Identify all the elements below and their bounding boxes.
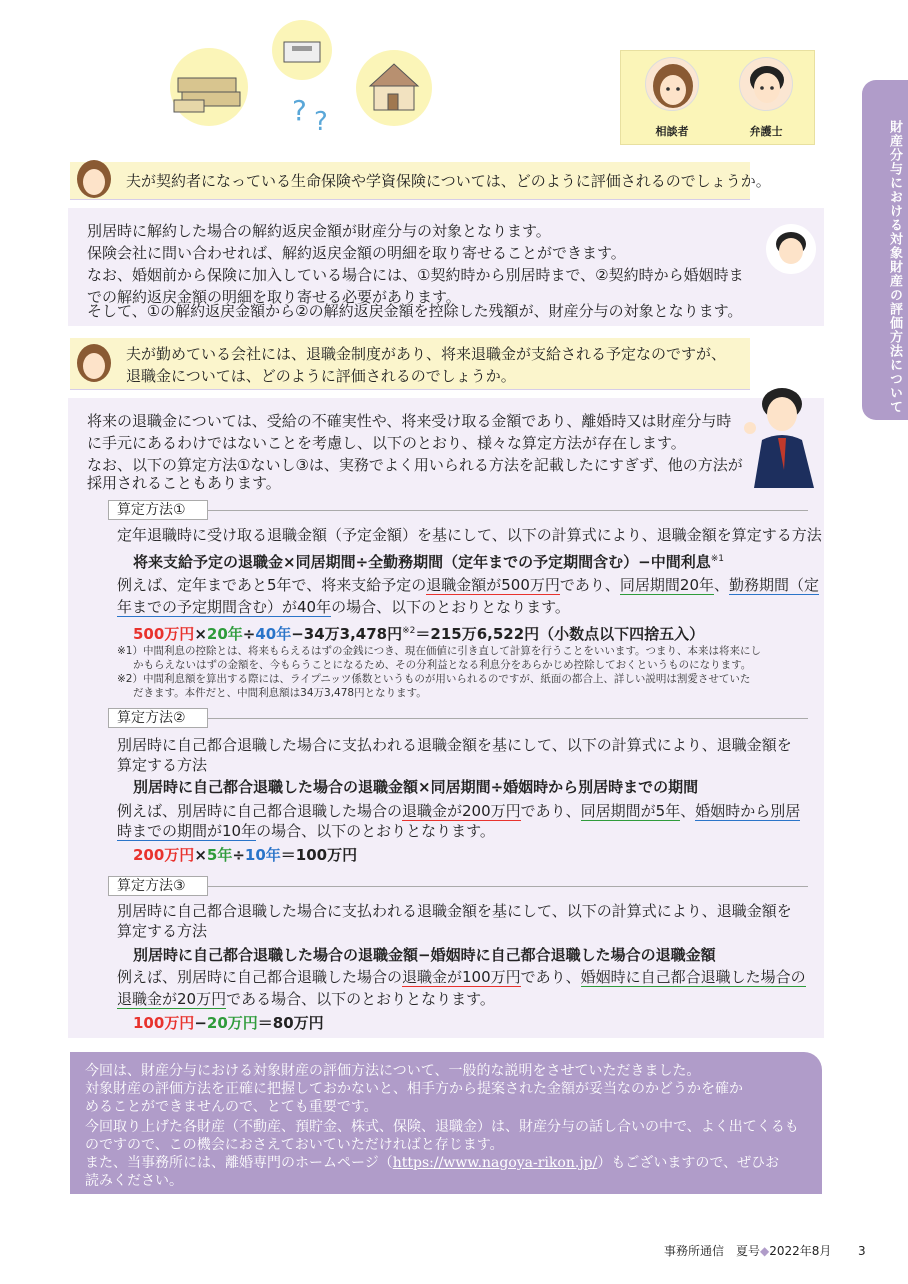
consultant-avatar	[645, 57, 699, 111]
summary-line-4: 今回取り上げた各財産（不動産、預貯金、株式、保険、退職金）は、財産分与の話し合いの中で、よく出てくるも	[85, 1119, 799, 1135]
note-1-line-1: ※1）中間利息の控除とは、将来もらえるはずの金銭につき、現在価値に引き直して計算を行うことをいいます。つまり、本来は将来にし	[117, 645, 762, 657]
money-illustration	[170, 48, 248, 126]
consultant-avatar-q2	[72, 340, 116, 384]
method-2-desc-2: 算定する方法	[117, 756, 208, 774]
method-3-example-1: 例えば、別居時に自己都合退職した場合の退職金が100万円であり、婚姻時に自己都合退職した場合の	[117, 968, 806, 986]
method-1-example-2: 年までの予定期間含む）が40年の場合、以下のとおりとなります。	[117, 598, 570, 616]
summary-line-3: めることができませんので、とても重要です。	[85, 1099, 378, 1115]
question-1-text: 夫が契約者になっている生命保険や学資保険については、どのように評価されるのでしょうか。	[126, 172, 771, 190]
svg-text:?: ?	[314, 107, 328, 134]
method-3-divider	[208, 886, 808, 887]
method-1-calculation: 500万円×20年÷40年−34万3,478円$^{※2}$＝215万6,522円（小数点以下四捨五入）	[133, 625, 705, 643]
homepage-link[interactable]: https://www.nagoya-rikon.jp/	[392, 1155, 598, 1171]
bankbook-illustration	[272, 20, 332, 80]
method-1-desc: 定年退職時に受け取る退職金額（予定金額）を基にして、以下の計算式により、退職金額を算定する方法	[117, 526, 822, 544]
consultant-label: 相談者	[655, 125, 689, 138]
man-icon	[766, 224, 816, 274]
svg-text:?: ?	[292, 94, 307, 127]
man-icon	[740, 58, 793, 111]
method-3-example-2: 退職金が20万円である場合、以下のとおりとなります。	[117, 990, 495, 1008]
method-3-desc-1: 別居時に自己都合退職した場合に支払われる退職金額を基にして、以下の計算式により、退職金額を	[117, 902, 792, 920]
question-icon	[290, 90, 340, 134]
answer-1-line-5: そして、①の解約返戻金額から②の解約返戻金額を控除した残額が、財産分与の対象となります。	[87, 302, 743, 320]
answer-1-line-3: なお、婚姻前から保険に加入している場合には、①契約時から別居時まで、②契約時から婚姻時ま	[87, 266, 744, 284]
answer-2-intro-3: なお、以下の算定方法①ないし③は、実務でよく用いられる方法を記載したにすぎず、他の方法が	[87, 456, 743, 474]
method-3-desc-2: 算定する方法	[117, 922, 208, 940]
method-1-formula: 将来支給予定の退職金×同居期間÷全勤務期間（定年までの予定期間含む）−中間利息$^{※1}$	[133, 553, 724, 571]
house-illustration	[356, 50, 432, 126]
newsletter-issue: 事務所通信 夏号	[664, 1244, 761, 1258]
question-2-line-1: 夫が勤めている会社には、退職金制度があり、将来退職金が支給される予定なのですが、	[126, 345, 727, 363]
lawyer-avatar-a1	[766, 224, 816, 274]
answer-2-intro-4: 採用されることもあります。	[87, 474, 281, 492]
method-3-formula: 別居時に自己都合退職した場合の退職金額−婚姻時に自己都合退職した場合の退職金額	[133, 946, 716, 964]
method-2-formula: 別居時に自己都合退職した場合の退職金額×同居期間÷婚姻時から別居時までの期間	[133, 778, 699, 796]
lawyer-label: 弁護士	[749, 125, 783, 138]
note-1-line-2: かもらえないはずの金額を、今もらうことになるため、その分利益となる利息分をあらかじめ控除しておくというものになります。	[133, 659, 752, 671]
woman-icon	[72, 156, 116, 200]
method-2-divider	[208, 718, 808, 719]
side-tab-title: 財産分与における対象財産の評価方法について	[887, 120, 902, 414]
characters-box	[620, 50, 815, 145]
lawyer-avatar	[739, 57, 793, 111]
diamond-icon: ◆	[760, 1244, 770, 1258]
newsletter-date: 2022年8月	[769, 1244, 832, 1258]
consultant-avatar-q1	[72, 156, 116, 200]
method-2-calculation: 200万円×5年÷10年＝100万円	[133, 846, 358, 864]
method-3-label: 算定方法③	[108, 876, 208, 896]
method-2-label: 算定方法②	[108, 708, 208, 728]
note-2-line-2: だきます。本件だと、中間利息額は34万3,478円となります。	[133, 687, 427, 699]
money-icon	[170, 48, 248, 126]
summary-line-7: 読みください。	[85, 1173, 183, 1189]
lawyer-pointing-icon	[740, 380, 820, 488]
question-2-line-2: 退職金については、どのように評価されるのでしょうか。	[126, 367, 516, 385]
method-1-label: 算定方法①	[108, 500, 208, 520]
method-2-desc-1: 別居時に自己都合退職した場合に支払われる退職金額を基にして、以下の計算式により、退職金額を	[117, 736, 792, 754]
answer-1-line-1: 別居時に解約した場合の解約返戻金額が財産分与の対象となります。	[87, 222, 551, 240]
woman-icon	[72, 340, 116, 384]
page-footer	[664, 1240, 831, 1262]
method-1-divider	[208, 510, 808, 511]
woman-icon	[646, 58, 699, 111]
note-2-line-1: ※2）中間利息額を算出する際には、ライプニッツ係数というものが用いられるのですが、紙面の都合上、詳しい説明は割愛させていた	[117, 673, 751, 685]
bankbook-icon	[272, 20, 332, 80]
method-3-calculation: 100万円−20万円＝80万円	[133, 1014, 324, 1032]
answer-1-line-2: 保険会社に問い合わせれば、解約返戻金額の明細を取り寄せることができます。	[87, 244, 626, 262]
method-2-example-2: 時までの期間が10年の場合、以下のとおりとなります。	[117, 822, 495, 840]
answer-1-line-4: での解約返戻金額の明細を取り寄せる必要があります。	[87, 288, 461, 306]
method-1-example-1: 例えば、定年まであと5年で、将来支給予定の退職金額が500万円であり、同居期間20年、勤務期間（定	[117, 576, 820, 594]
footnote-ref-1: ※1	[710, 554, 724, 564]
summary-line-1: 今回は、財産分与における対象財産の評価方法について、一般的な説明をさせていただきました。	[85, 1063, 701, 1079]
summary-line-5: のですので、この機会におさえておいていただければと存じます。	[85, 1137, 504, 1153]
summary-line-2: 対象財産の評価方法を正確に把握しておかないと、相手方から提案された金額が妥当なのかどうかを確か	[85, 1081, 743, 1097]
summary-line-6: また、当事務所には、離婚専門のホームページ（https://www.nagoya-rikon.jp/）もございますので、ぜひお	[85, 1155, 780, 1171]
answer-2-intro-2: に手元にあるわけではないことを考慮し、以下のとおり、様々な算定方法が存在します。	[87, 434, 686, 452]
page-number: 3	[858, 1244, 866, 1258]
answer-2-intro-1: 将来の退職金については、受給の不確実性や、将来受け取る金額であり、離婚時又は財産分与時	[87, 412, 732, 430]
house-icon	[356, 50, 432, 126]
method-2-example-1: 例えば、別居時に自己都合退職した場合の退職金が200万円であり、同居期間が5年、婚姻時から別居	[117, 802, 801, 820]
